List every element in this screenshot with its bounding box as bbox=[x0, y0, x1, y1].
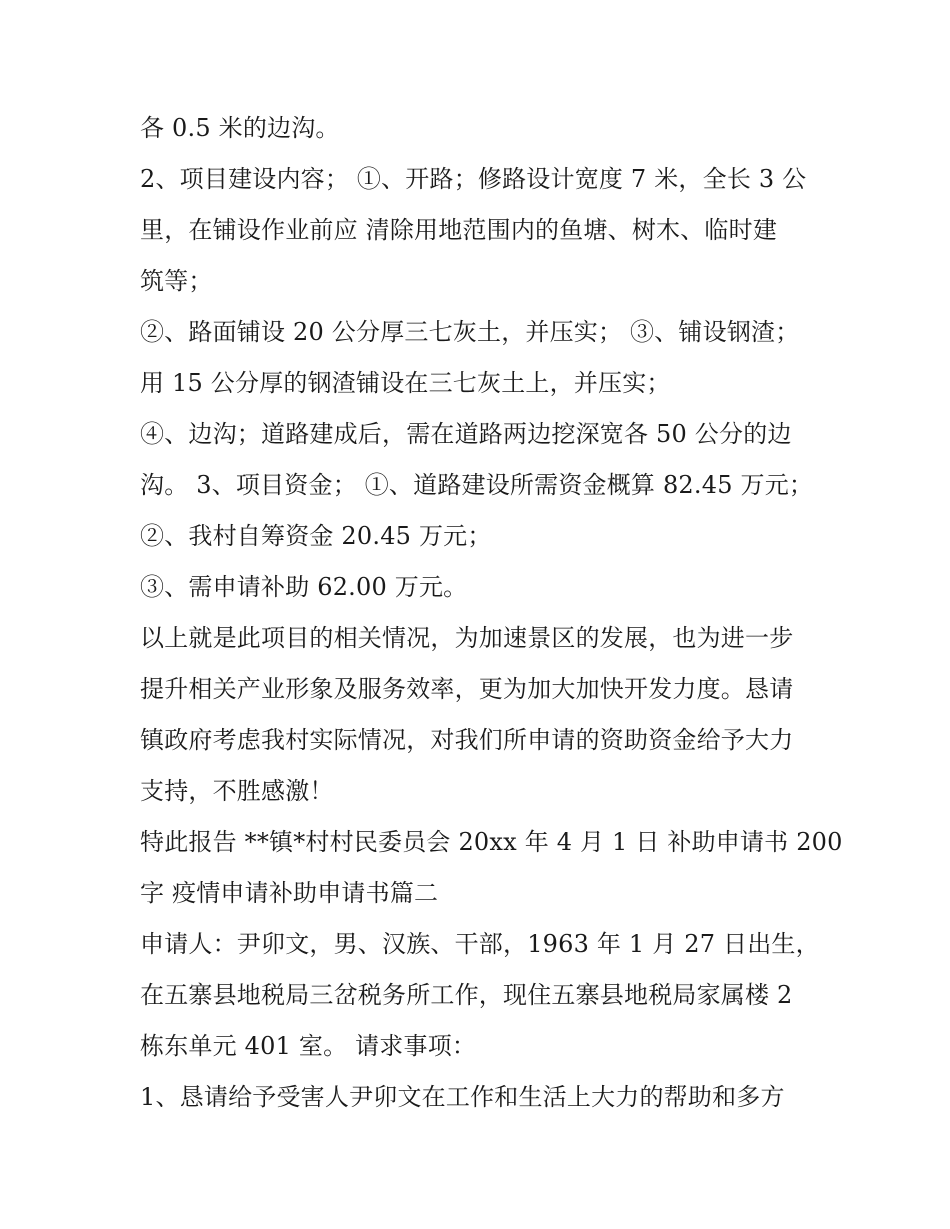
text-line: 字 疫情申请补助申请书篇二 bbox=[140, 879, 439, 907]
text-line: 里，在铺设作业前应 清除用地范围内的鱼塘、树木、临时建 bbox=[140, 216, 778, 244]
text-line: 栋东单元 401 室。 请求事项： bbox=[140, 1032, 477, 1060]
text-line: 筑等； bbox=[140, 267, 213, 295]
text-line: ②、我村自筹资金 20.45 万元； bbox=[140, 522, 492, 550]
text-line: ③、需申请补助 62.00 万元。 bbox=[140, 573, 468, 601]
text-line: 支持，不胜感激！ bbox=[140, 777, 334, 805]
text-line: 在五寨县地税局三岔税务所工作，现住五寨县地税局家属楼 2 bbox=[140, 981, 793, 1009]
text-line: 提升相关产业形象及服务效率，更为加大加快开发力度。恳请 bbox=[140, 675, 794, 703]
text-line: 申请人：尹卯文，男、汉族、干部，1963 年 1 月 27 日出生， bbox=[140, 930, 820, 958]
text-line: 以上就是此项目的相关情况，为加速景区的发展，也为进一步 bbox=[140, 624, 794, 652]
text-line: 特此报告 **镇*村村民委员会 20xx 年 4 月 1 日 补助申请书 200 bbox=[140, 828, 843, 856]
document-body bbox=[140, 103, 843, 1123]
text-line: 2、项目建设内容； ①、开路；修路设计宽度 7 米，全长 3 公 bbox=[140, 165, 807, 193]
text-line: 沟。 3、项目资金； ①、道路建设所需资金概算 82.45 万元； bbox=[140, 471, 814, 499]
text-line: ④、边沟；道路建成后，需在道路两边挖深宽各 50 公分的边 bbox=[140, 420, 792, 448]
text-line: 镇政府考虑我村实际情况，对我们所申请的资助资金给予大力 bbox=[140, 726, 794, 754]
text-line: ②、路面铺设 20 公分厚三七灰土，并压实； ③、铺设钢渣； bbox=[140, 318, 800, 346]
text-line: 1、恳请给予受害人尹卯文在工作和生活上大力的帮助和多方 bbox=[140, 1083, 785, 1111]
text-line: 各 0.5 米的边沟。 bbox=[140, 114, 340, 142]
text-line: 用 15 公分厚的钢渣铺设在三七灰土上，并压实； bbox=[140, 369, 671, 397]
